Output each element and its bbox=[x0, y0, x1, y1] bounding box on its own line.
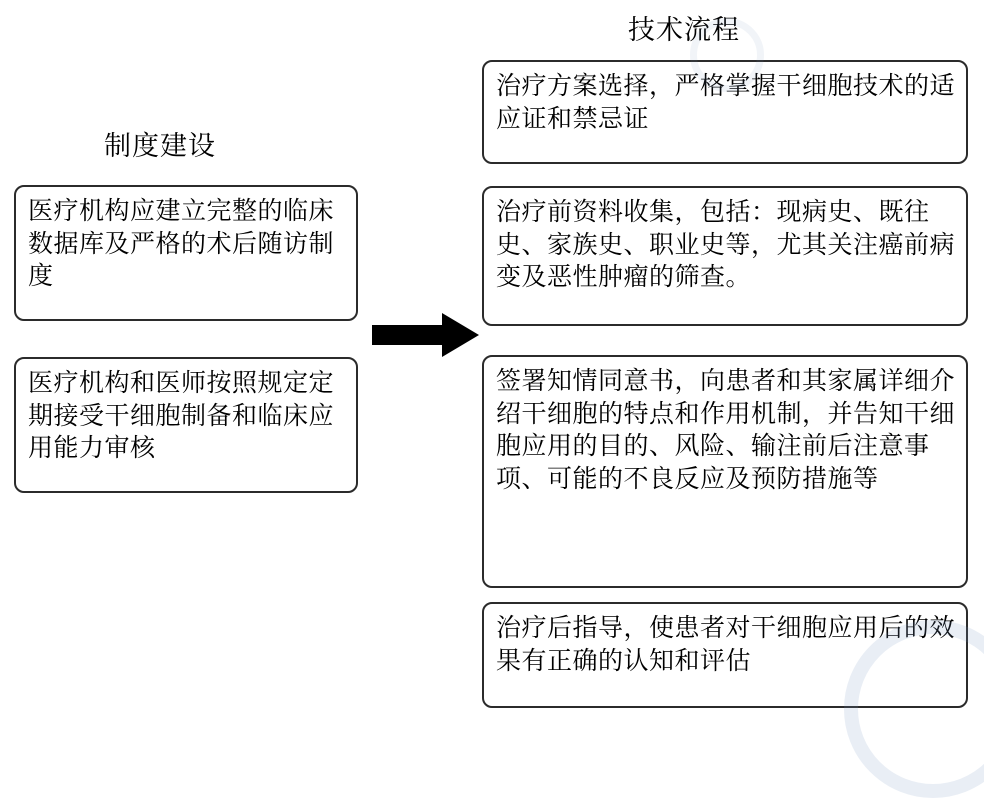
right-node-3-text: 签署知情同意书，向患者和其家属详细介绍干细胞的特点和作用机制，并告知干细胞应用的目的、风险、输注前后注意事项、可能的不良反应及预防措施等 bbox=[496, 366, 956, 493]
left-node-2 bbox=[14, 357, 358, 493]
right-node-3 bbox=[482, 355, 968, 588]
left-node-2-text: 医疗机构和医师按照规定定期接受干细胞制备和临床应用能力审核 bbox=[28, 368, 335, 462]
right-arrow-icon bbox=[372, 312, 480, 358]
right-node-2 bbox=[482, 186, 968, 326]
left-column-title: 制度建设 bbox=[104, 131, 216, 162]
left-node-1-text: 医疗机构应建立完整的临床数据库及严格的术后随访制度 bbox=[28, 196, 335, 290]
left-node-1 bbox=[14, 185, 358, 321]
right-node-2-text: 治疗前资料收集，包括：现病史、既往史、家族史、职业史等，尤其关注癌前病变及恶性肿瘤的筛查。 bbox=[496, 197, 956, 291]
right-node-4 bbox=[482, 602, 968, 708]
right-node-1-text: 治疗方案选择，严格掌握干细胞技术的适应证和禁忌证 bbox=[496, 71, 956, 133]
right-node-4-text: 治疗后指导，使患者对干细胞应用后的效果有正确的认知和评估 bbox=[496, 613, 956, 675]
right-column-title: 技术流程 bbox=[628, 15, 740, 46]
right-node-1 bbox=[482, 60, 968, 164]
